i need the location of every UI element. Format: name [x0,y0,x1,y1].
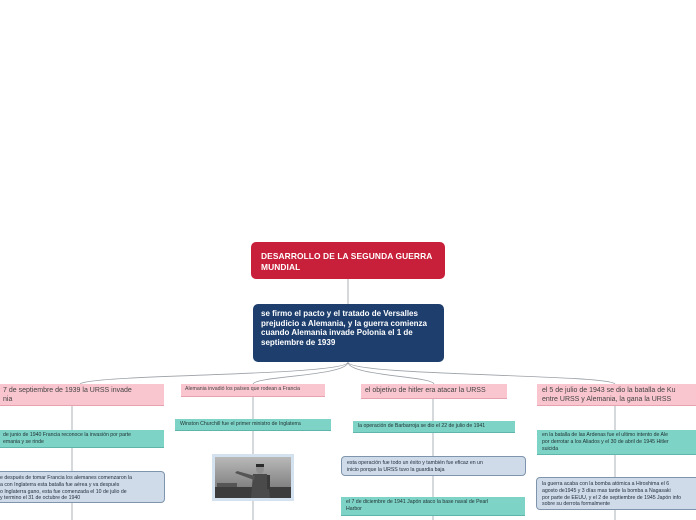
branch-3-item-3-line-1: el 7 de diciembre de 1941 Japón ataco la base naval de Pearl [346,499,489,505]
branch-3-item-3[interactable] [341,497,525,516]
branch-4-topic-line-1: el 5 de julio de 1943 se dio la batalla de Ku [542,387,676,394]
branch-3-item-1[interactable] [353,421,515,433]
branch-2-topic[interactable] [181,384,325,397]
branch-1-item-2-line-3: o Inglaterra gano, esta fue comenzada el 10 de julio de [0,488,127,495]
link-main-branch-4 [348,362,615,384]
branch-4-item-1-line-3: suicida [542,445,559,452]
link-main-branch-2 [253,362,348,384]
branch-3-topic-text: el objetivo de hitler era atacar la URSS [365,387,486,394]
link-main-branch-3 [348,362,434,384]
branch-2-item-1-text: Winston Churchill fue el primer ministro de Inglaterra [180,421,301,427]
branch-3-topic[interactable] [361,384,507,399]
branch-4-item-1[interactable] [537,430,696,455]
branch-4-item-2-line-3: por parte de EEUU, y el 2 de septiembre de 1945 Japón info [542,494,681,501]
branch-3-item-3-line-2: Harbor [346,505,362,512]
main-topic-node[interactable] [253,304,444,362]
branch-1-topic-line-2: nia [3,396,13,403]
branch-1-topic-line-1: 7 de septiembre de 1939 la URSS invade [3,387,132,394]
hitler-salute-photo [215,457,291,498]
branch-4-item-1-line-2: por derrotar a los Aliados y el 30 de abril de 1945 Hitler [542,438,669,445]
branch-3-item-1-line-1: la operación de Barbarroja se dio el 22 de julio de 1941 [358,423,486,429]
branch-1-item-2-line-4: y termino el 31 de octubre de 1940 [0,495,81,502]
branch-1-item-1[interactable] [0,430,164,448]
branch-4-item-2-line-2: agosto de1945 y 3 días mas tarde la bomba a Nagasaki [542,487,671,494]
branch-1-item-2-line-2: a con Inglaterra esta batalla fue aérea y va después [0,481,120,488]
branch-1-item-1-line-1: de junio de 1940 Francia reconoce la invasión por parte [3,432,132,438]
branch-2-image[interactable] [212,454,294,501]
branch-1-item-2-line-1: e después de tomar Francia los alemanes comenzaron la [0,475,133,481]
link-main-branch-1 [80,362,348,384]
branch-1-item-2[interactable] [0,471,165,503]
branch-1-topic[interactable] [0,384,164,406]
branch-1-item-1-line-2: emania y se rinde [3,438,44,445]
root-title: DESARROLLO DE LA SEGUNDA GUERRA MUNDIAL [261,251,433,272]
branch-3-item-2-line-2: inicio porque la URSS tuvo la guardia baja [347,466,445,473]
branch-2-topic-text: Alemania invadió los países que rodean a Francia [185,386,301,392]
branch-3-item-2[interactable] [341,456,526,476]
branch-2-item-1[interactable] [175,419,331,431]
branch-4-topic-line-2: entre URSS y Alemania, la gana la URSS [542,396,672,403]
branch-4-item-2-line-4: sobre su derrota formalmente [542,501,611,508]
branch-3-item-2-line-1: esta operación fue todo un éxito y también fue eficaz en un [347,460,483,466]
main-topic-text: se firmo el pacto y el tratado de Versalles prejudicio a Alemania, y la guerra comienza cuando Alemania invade Polonia el 1 de septiembre de 1939 [261,309,427,347]
root-node[interactable] [251,242,445,279]
branch-4-topic[interactable] [537,384,696,406]
branch-4-item-2-line-1: la guerra acaba con la bomba atómica a Hiroshima el 6 [542,481,670,487]
branch-4-item-1-line-1: en la batalla de las Ardenas fue el ultimo intento de Ale [542,432,669,438]
branch-4-item-2[interactable] [536,477,696,510]
